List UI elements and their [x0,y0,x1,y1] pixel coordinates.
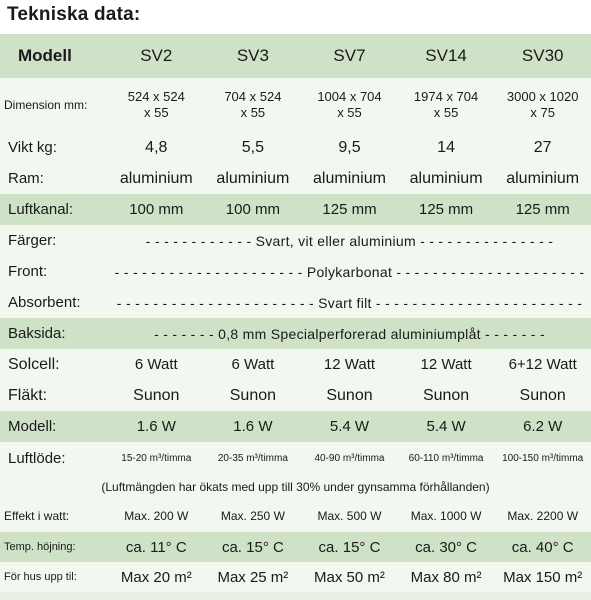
dim-line: 704 x 524 [224,89,282,104]
row-luftkanal [0,194,591,225]
cell [494,78,591,132]
row-label: Fläkt: [0,380,108,411]
cell: aluminium [108,163,205,194]
cell: aluminium [398,163,495,194]
model-name: SV3 [205,34,302,78]
cell: Sunon [301,380,398,411]
row-solcell [0,349,591,380]
dim-line: 3000 x 1020 [506,89,579,104]
row-label: Solcell: [0,349,108,380]
cell: 12 Watt [398,349,495,380]
cell: 100 mm [108,194,205,225]
row-effekt [0,499,591,532]
cell: 14 [398,132,495,163]
cell [301,78,398,132]
cell: 12 Watt [301,349,398,380]
row-note [0,475,591,499]
cell: ca. 30° C [398,532,495,562]
header-row [0,34,591,78]
cell: Sunon [494,380,591,411]
cell: 100-150 m³/timma [494,442,591,475]
cell: ca. 40° C [494,532,591,562]
model-name: SV2 [108,34,205,78]
dim-line: x 55 [433,105,459,120]
cell: 27 [494,132,591,163]
spec-table [0,34,591,592]
span-cell: - - - - - - - - - - - - - - - - - - - - - Polykarbonat - - - - - - - - - - - - - - - - - - - - - [108,256,591,287]
cell: Sunon [205,380,302,411]
cell: 6 Watt [108,349,205,380]
row-label: Dimension mm: [0,78,108,132]
cell [398,78,495,132]
cell: 5,5 [205,132,302,163]
row-label: Färger: [0,225,108,256]
cell: 9,5 [301,132,398,163]
cell: 125 mm [494,194,591,225]
cell: 40-90 m³/timma [301,442,398,475]
cell: ca. 15° C [301,532,398,562]
row-label: Luftlöde: [0,442,108,475]
row-label: Baksida: [0,318,108,349]
cell: Max 50 m² [301,562,398,592]
airflow-note: (Luftmängden har ökats med upp till 30% under gynsamma förhållanden) [0,475,591,499]
row-temp [0,532,591,562]
cell: Max 80 m² [398,562,495,592]
cell: 6.2 W [494,411,591,442]
cell: 1.6 W [108,411,205,442]
dim-line: x 75 [530,105,555,120]
row-modell [0,411,591,442]
cell: 5.4 W [301,411,398,442]
cell: aluminium [205,163,302,194]
cell: Max. 200 W [108,499,205,532]
cell: 15-20 m³/timma [108,442,205,475]
cell: Max. 2200 W [494,499,591,532]
dim-line: 1004 x 704 [317,89,382,104]
cell: Max 25 m² [205,562,302,592]
cell: Max 150 m² [494,562,591,592]
cell: aluminium [301,163,398,194]
row-label: Modell: [0,411,108,442]
cell [108,78,205,132]
span-cell: - - - - - - - 0,8 mm Specialperforerad aluminiumplåt - - - - - - - [108,318,591,349]
row-ram [0,163,591,194]
row-label: Ram: [0,163,108,194]
row-farger [0,225,591,256]
row-flakt [0,380,591,411]
page-heading: Tekniska data: [7,4,141,25]
row-label: Temp. höjning: [0,532,108,562]
row-absorbent [0,287,591,318]
row-label: Front: [0,256,108,287]
cell: Max 20 m² [108,562,205,592]
cell: Sunon [108,380,205,411]
cell: Max. 1000 W [398,499,495,532]
row-label: Luftkanal: [0,194,108,225]
cell: 125 mm [398,194,495,225]
cell: Max. 250 W [205,499,302,532]
dim-line: 1974 x 704 [413,89,479,104]
dim-line: 524 x 524 [127,89,185,104]
row-front [0,256,591,287]
row-label: För hus upp til: [0,562,108,592]
model-name: SV7 [301,34,398,78]
cell: ca. 11° C [108,532,205,562]
dim-line: x 55 [144,105,169,120]
row-label: Vikt kg: [0,132,108,163]
cell: Sunon [398,380,495,411]
model-name: SV14 [398,34,495,78]
row-label: Absorbent: [0,287,108,318]
cell: 60-110 m³/timma [398,442,495,475]
cell: 20-35 m³/timma [205,442,302,475]
row-label: Effekt i watt: [0,499,108,532]
cell: 125 mm [301,194,398,225]
dim-line: x 55 [240,105,266,120]
cell: 6+12 Watt [494,349,591,380]
cell: 100 mm [205,194,302,225]
row-hus [0,562,591,592]
span-cell: - - - - - - - - - - - - - - - - - - - - - - Svart filt - - - - - - - - - - - - - - - - - - - - - - - [108,287,591,318]
header-label: Modell [0,34,108,78]
cell: 5.4 W [398,411,495,442]
row-luftflode [0,442,591,475]
cell [205,78,302,132]
cell: 4,8 [108,132,205,163]
span-cell: - - - - - - - - - - - - Svart, vit eller aluminium - - - - - - - - - - - - - - - [108,225,591,256]
cell: aluminium [494,163,591,194]
row-baksida [0,318,591,349]
cell: ca. 15° C [205,532,302,562]
dim-line: x 55 [337,105,362,120]
cell: Max. 500 W [301,499,398,532]
cell: 1.6 W [205,411,302,442]
model-name: SV30 [494,34,591,78]
cell: 6 Watt [205,349,302,380]
row-dimension [0,78,591,132]
row-vikt [0,132,591,163]
